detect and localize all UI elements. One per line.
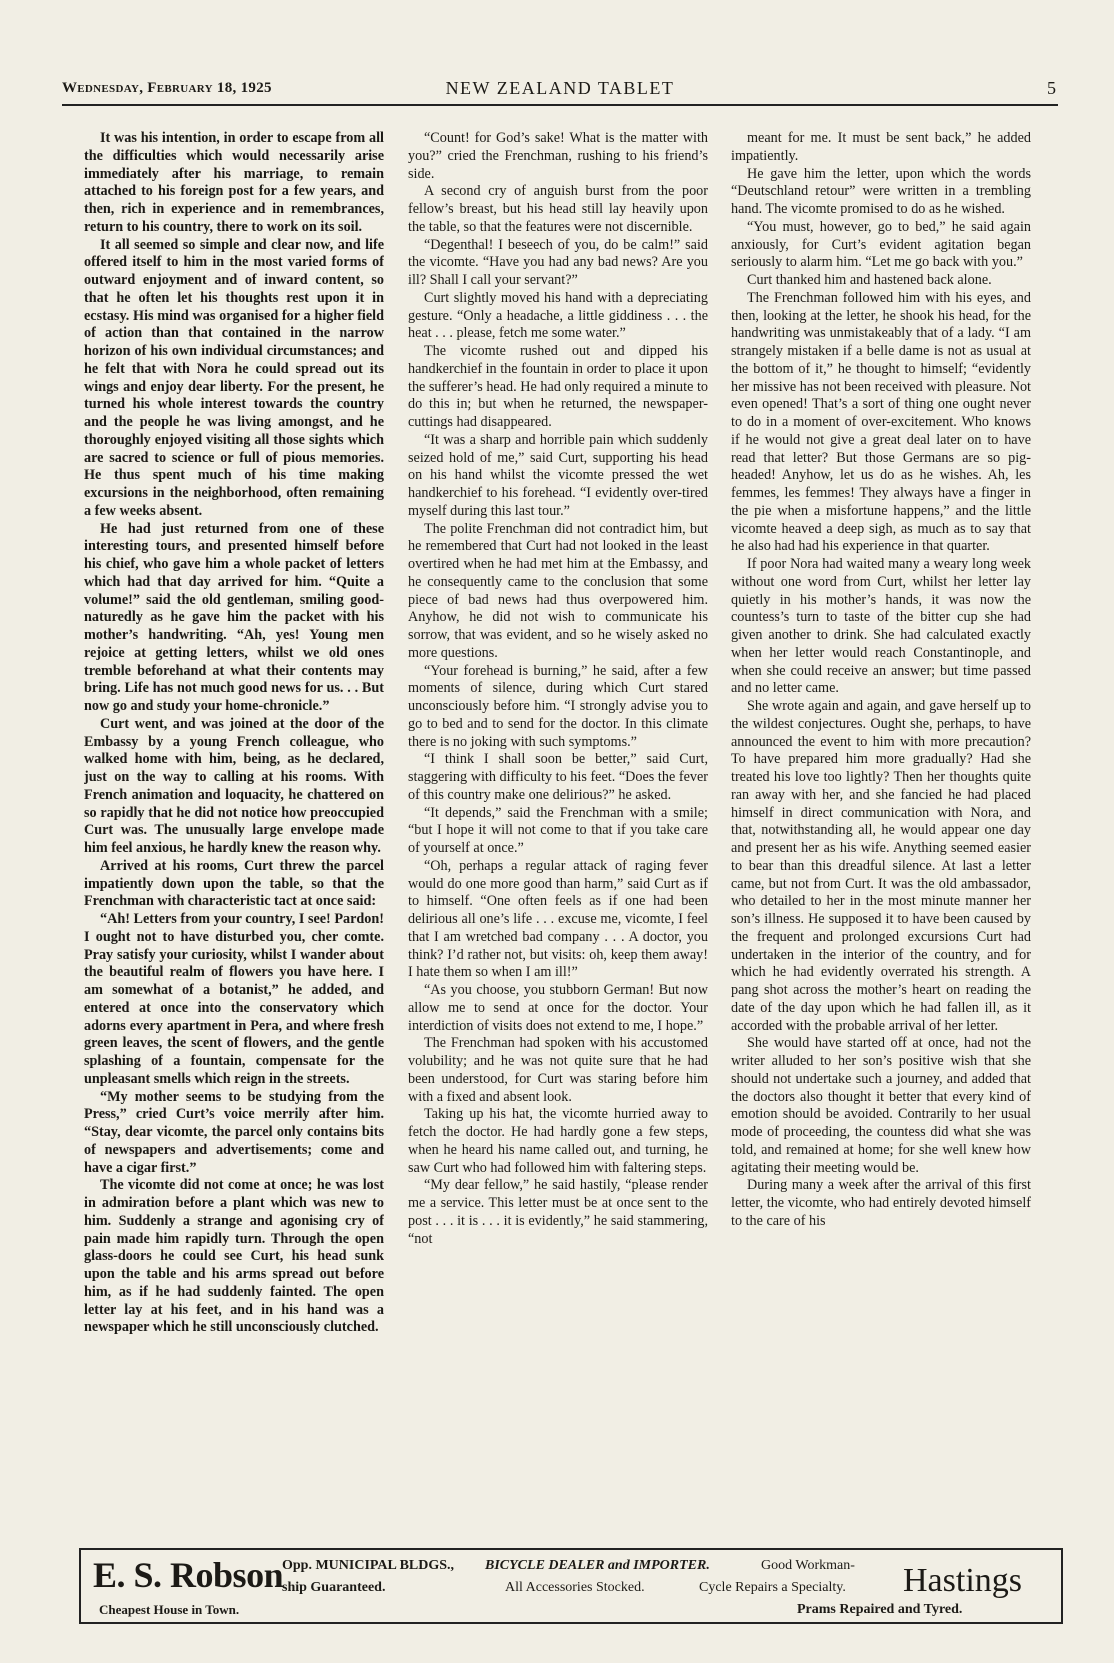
paragraph: “My mother seems to be studying from the Press,” cried Curt’s voice merrily after him. “Stay, dear vicomte, the parcel only contains bits of newspapers and advertisements; come and have a cigar first.” [84, 1088, 384, 1176]
paragraph: She would have started off at once, had not the writer alluded to her son’s positive wish that she should not undertake such a journey, and added that the doctors also thought it better that every kind of emotion should be avoided. Contrarily to her usual mode of proceeding, the countess did what she was told, and remained at home; for she well knew how agitating their meeting would be. [731, 1035, 1031, 1176]
paragraph: If poor Nora had waited many a weary long week without one word from Curt, whilst her letter lay quietly in his mother’s hands, it was now the countess’s turn to taste of the bitter cup she had given another to drink. She had calculated exactly when her letter would reach Constantinople, and when she could receive an answer; but time passed and no letter came. [731, 556, 1031, 697]
paragraph: He had just returned from one of these interesting tours, and presented himself before his chief, who gave him a whole packet of letters which had that day arrived for him. “Quite a volume!” said the old gentleman, smiling good-naturedly as he gave him the packet with his mother’s handwriting. “Ah, yes! Young men rejoice at getting letters, whilst we old ones tremble beforehand at what their contents may bring. Life has not much good news for us. . . But now go and study your home-chronicle.” [84, 520, 384, 714]
ad-trade: BICYCLE DEALER and IMPORTER. [485, 1558, 710, 1573]
paragraph: “My dear fellow,” he said hastily, “please render me a service. This letter must be at once sent to the post . . . it is . . . it is evidently,” he said stammering, “not [408, 1177, 708, 1247]
article-column-3 [731, 130, 1031, 1538]
article-column-1 [84, 130, 384, 1538]
paragraph: “Ah! Letters from your country, I see! Pardon! I ought not to have disturbed you, cher comte. Pray satisfy your curiosity, whilst I wander about the beautiful realm of flowers you have here. I am somewhat of a botanist,” he added, and entered at once into the conservatory which adorns every apartment in Pera, and where fresh green leaves, the scent of flowers, and the gentle splashing of a fountain, compensate for the unpleasant smells which reign in the streets. [84, 911, 384, 1087]
paragraph: “Your forehead is burning,” he said, after a few moments of silence, during which Curt stared unconsciously before him. “I strongly advise you to go to bed and to send for the doctor. In this climate there is no joking with such symptoms.” [408, 662, 708, 750]
paragraph: “You must, however, go to bed,” he said again anxiously, for Curt’s evident agitation began seriously to alarm him. “Let me go back with you.” [731, 218, 1031, 271]
paragraph: It all seemed so simple and clear now, and life offered itself to him in the most varied forms of outward enjoyment and of inward content, so that he often let his thoughts rest upon it in ecstasy. His mind was organised for a higher field of action than that contained in the narrow horizon of his own individual circumstances; and he felt that with Nora he could spread out its wings and enjoy dear liberty. For the present, he turned his whole interest towards the country and the people he was living amongst, and he thoroughly enjoyed visiting all those sights which are sacred to science or full of pious memories. He thus spent much of his time making excursions in the neighborhood, often remaining a few weeks absent. [84, 236, 384, 519]
ad-accessories: All Accessories Stocked. [505, 1580, 645, 1595]
paragraph: “Degenthal! I beseech of you, do be calm!” said the vicomte. “Have you had any bad news? Are you ill? Shall I call your servant?” [408, 236, 708, 288]
paragraph: The polite Frenchman did not contradict him, but he remembered that Curt had not looked in the least overtired when he had met him at the Embassy, and he consequently came to the conclusion that some piece of bad news had thus overpowered him. Anyhow, he did not wish to communicate his sorrow, that was evident, and so he wisely asked no more questions. [408, 520, 708, 661]
page-number: 5 [1047, 78, 1056, 98]
paragraph: The Frenchman followed him with his eyes, and then, looking at the letter, he shook his head, for the handwriting was unmistakeably that of a lady. “I am strangely mistaken if a belle dame is not as usual at the bottom of it,” he thought to himself; “evidently her missive has not been received with pleasure. Not even opened! That’s a sort of thing one ought never to do in a moment of over-excitement. Who knows if he would not give a great deal later on to have read that letter? But those Germans are so pig-headed! Anyhow, let us do as he wishes. Ah, les femmes, les femmes! They always have a finger in the pie when a misfortune happens,” and the little vicomte heaved a deep sigh, as much as to say that he also had had his experience in that quarter. [731, 289, 1031, 555]
ad-location: Opp. MUNICIPAL BLDGS., [282, 1558, 455, 1573]
article-column-2 [408, 130, 708, 1538]
paragraph: He gave him the letter, upon which the words “Deutschland retour” were written in a trembling hand. The vicomte promised to do as he wished. [731, 165, 1031, 217]
page-header [62, 78, 1058, 106]
paragraph: Curt slightly moved his hand with a depreciating gesture. “Only a headache, a little giddiness . . . the heat . . . please, fetch me some water.” [408, 289, 708, 342]
paragraph: Curt thanked him and hastened back alone. [747, 272, 992, 288]
paragraph: “Count! for God’s sake! What is the matter with you?” cried the Frenchman, rushing to his friend’s side. [408, 130, 708, 182]
paragraph: The vicomte rushed out and dipped his handkerchief in the fountain in order to place it upon the sufferer’s head. He had only required a minute to do this in; but when he returned, the newspaper-cuttings had disappeared. [408, 343, 708, 430]
paragraph: It was his intention, in order to escape from all the difficulties which would necessarily arise immediately after his marriage, to remain attached to his foreign post for a few years, and then, rich in experience and in remembrances, return to his country, there to work on its soil. [84, 130, 384, 235]
paragraph: “It was a sharp and horrible pain which suddenly seized hold of me,” said Curt, supporting his head on his hand whilst the vicomte pressed the wet handkerchief to his forehead. “I evidently over-tired myself during this last tour.” [408, 431, 708, 519]
paragraph: “I think I shall soon be better,” said Curt, staggering with difficulty to his feet. “Does the fever of this country make one delirious?” he asked. [408, 751, 708, 803]
paragraph: The Frenchman had spoken with his accustomed volubility; and he was not quite sure that he had been understood, for Curt was staring before him with a fixed and absent look. [408, 1035, 708, 1105]
ad-business-name: E. S. Robson [93, 1555, 284, 1595]
advertisement [79, 1548, 1063, 1624]
ad-prams: Prams Repaired and Tyred. [797, 1602, 963, 1617]
paragraph: Taking up his hat, the vicomte hurried away to fetch the doctor. He had hardly gone a few steps, when he heard his name called out, and turning, he saw Curt who had followed him with faltering steps. [408, 1106, 708, 1176]
paragraph: Curt went, and was joined at the door of the Embassy by a young French colleague, who walked home with him, being, as he declared, just on the way to calling at his rooms. With French animation and loquacity, he chattered on so rapidly that he did not notice how preoccupied Curt was. The unusually large envelope made him feel anxious, he hardly knew the reason why. [84, 715, 384, 856]
ad-workmanship: Good Workman- [761, 1558, 855, 1573]
paragraph: meant for me. It must be sent back,” he added impatiently. [731, 130, 1031, 164]
paragraph: Arrived at his rooms, Curt threw the parcel impatiently down upon the table, so that the Frenchman with characteristic tact at once said: [84, 857, 384, 910]
paragraph: During many a week after the arrival of this first letter, the vicomte, who had entirely devoted himself to the care of his [731, 1177, 1031, 1229]
ad-guarantee: ship Guaranteed. [282, 1580, 386, 1595]
paragraph: “As you choose, you stubborn German! But now allow me to send at once for the doctor. Your interdiction of visits does not extend to me, I hope.” [408, 982, 708, 1034]
publication-title: NEW ZEALAND TABLET [445, 78, 675, 98]
issue-date: Wednesday, February 18, 1925 [62, 80, 272, 96]
ad-tagline: Cheapest House in Town. [99, 1602, 240, 1617]
paragraph: “Oh, perhaps a regular attack of raging fever would do one more good than harm,” said Curt as if to himself. “One often feels as if one had been delirious all one’s life . . . excuse me, vicomte, I feel that I am wretched bad company . . . A doctor, you think? I’d rather not, but visits: oh, keep them away! I hate them so when I am ill!” [408, 857, 708, 981]
paragraph: She wrote again and again, and gave herself up to the wildest conjectures. Ought she, perhaps, to have announced the event to him with more precaution? To have prepared him more gradually? Had she treated his love too lightly? Then her thoughts quite ran away with her, and she fancied he had placed himself in direct communication with Nora, and that, notwithstanding all, he would appear one day and present her as his wife. Anything seemed easier to bear than this dreadful silence. At last a letter came, but not from Curt. It was the old ambassador, who detailed to her in the most minute manner her son’s illness. He supposed it to have been caused by the frequent and prolonged excursions Curt had undertaken in the interior of the country, and for which he had evidently overrated his strength. A pang shot across the mother’s heart on reading the date of the day upon which he had fallen ill, as it accorded with the probable arrival of her letter. [731, 698, 1031, 1034]
paragraph: “It depends,” said the Frenchman with a smile; “but I hope it will not come to that if you take care of yourself at once.” [408, 804, 708, 856]
paragraph: The vicomte did not come at once; he was lost in admiration before a plant which was new to him. Suddenly a strange and agonising cry of pain made him rapidly turn. Through the open glass-doors he could see Curt, his head sunk upon the table and his arms spread out before him, as if he had suddenly fainted. The open letter lay at his feet, and in his hand was a newspaper which he still unconsciously clutched. [84, 1177, 384, 1336]
ad-repairs: Cycle Repairs a Specialty. [699, 1580, 846, 1595]
paragraph: A second cry of anguish burst from the poor fellow’s breast, but his head still lay heavily upon the table, so that the features were not discernible. [408, 183, 708, 235]
ad-town: Hastings [903, 1562, 1022, 1599]
